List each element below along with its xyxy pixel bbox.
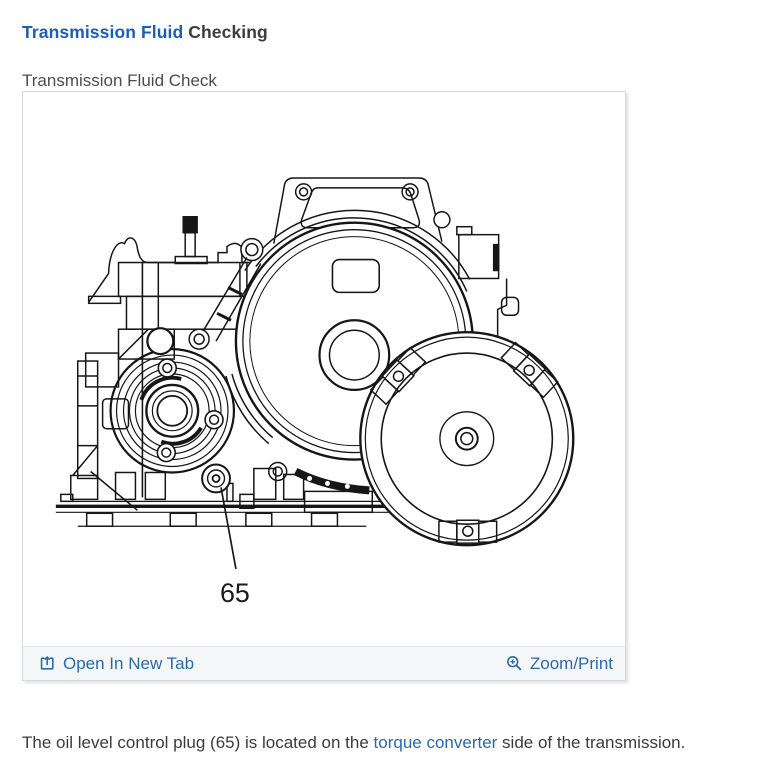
torque-converter xyxy=(360,332,573,545)
torque-converter-link[interactable]: torque converter xyxy=(373,733,498,752)
title-rest-text: Checking xyxy=(188,22,268,42)
transmission-diagram xyxy=(23,92,625,646)
output-cover-hub xyxy=(111,263,234,498)
open-in-new-tab-link[interactable] xyxy=(39,654,194,674)
caption-text-after: side of the transmission. xyxy=(497,733,686,752)
callout-label: 65 xyxy=(219,577,250,608)
open-in-new-tab-label: Open In New Tab xyxy=(63,653,195,673)
caption-text-before: The oil level control plug (65) is located on the xyxy=(22,733,374,752)
title-link[interactable]: Transmission Fluid xyxy=(22,22,184,42)
oil-level-plug xyxy=(202,465,230,493)
figure-subtitle: Transmission Fluid Check xyxy=(22,71,217,90)
open-in-new-tab-icon xyxy=(39,655,56,672)
zoom-print-link[interactable] xyxy=(506,654,613,674)
figure-caption xyxy=(22,733,685,753)
figure-panel xyxy=(22,91,626,681)
figure-footer-bar xyxy=(23,646,625,680)
page-title xyxy=(22,22,268,43)
zoom-print-label: Zoom/Print xyxy=(529,653,613,673)
magnifier-plus-icon xyxy=(506,655,523,672)
